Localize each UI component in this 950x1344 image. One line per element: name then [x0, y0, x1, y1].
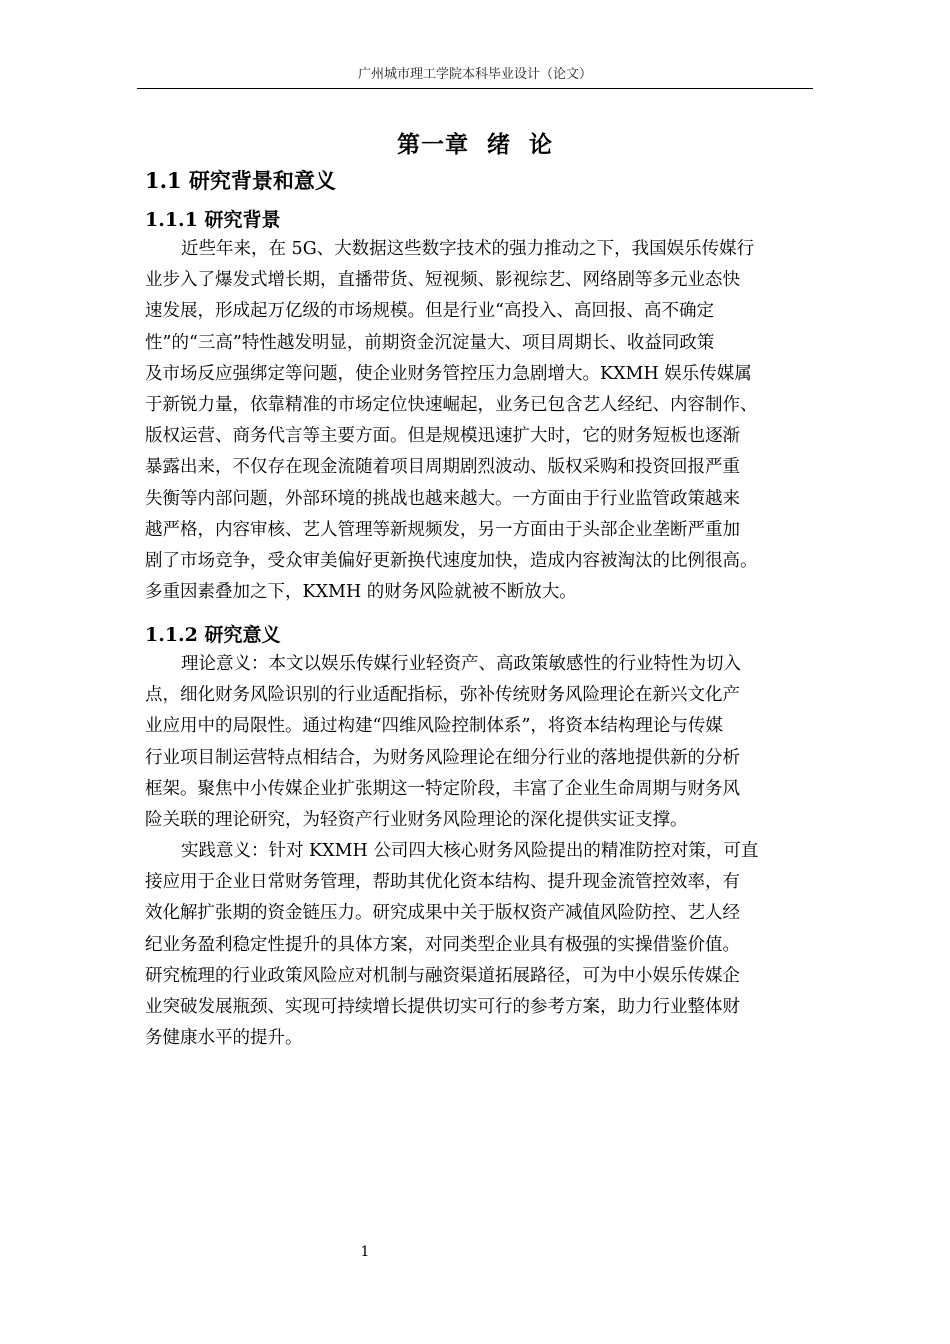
text-line: 失衡等内部问题，外部环境的挑战也越来越大。一方面由于行业监管政策越来 [145, 488, 740, 509]
text-line: 及市场反应强绑定等问题，使企业财务管控压力急剧增大。KXMH 娱乐传媒属 [145, 363, 752, 384]
text-line: 越严格，内容审核、艺人管理等新规频发，另一方面由于头部企业垄断严重加 [145, 519, 740, 540]
subsection-heading-background: 1.1.1 研究背景 [145, 209, 281, 231]
text-line: 业步入了爆发式增长期，直播带货、短视频、影视综艺、网络剧等多元业态快 [145, 270, 740, 291]
text-line: 速发展，形成起万亿级的市场规模。但是行业“高投入、高回报、高不确定 [145, 301, 714, 322]
paragraph-practice [145, 836, 813, 1054]
paragraph-background [145, 234, 813, 608]
text-line: 性”的“三高”特性越发明显，前期资金沉淀量大、项目周期长、收益同政策 [145, 332, 715, 353]
section-heading: 1.1 研究背景和意义 [145, 168, 336, 193]
chapter-title: 第一章 绪 论 [396, 131, 554, 158]
text-line: 纪业务盈利稳定性提升的具体方案，对同类型企业具有极强的实操借鉴价值。 [145, 934, 740, 955]
text-line: 暴露出来，不仅存在现金流随着项目周期剧烈波动、版权采购和投资回报严重 [145, 457, 740, 478]
text-line: 多重因素叠加之下，KXMH 的财务风险就被不断放大。 [145, 582, 577, 603]
text-line: 险关联的理论研究，为轻资产行业财务风险理论的深化提供实证支撑。 [145, 809, 688, 830]
text-line: 务健康水平的提升。 [145, 1028, 303, 1049]
text-line: 业应用中的局限性。通过构建“四维风险控制体系”，将资本结构理论与传媒 [145, 716, 723, 737]
text-line: 业突破发展瓶颈、实现可持续增长提供切实可行的参考方案，助力行业整体财 [145, 996, 740, 1017]
text-line: 研究梳理的行业政策风险应对机制与融资渠道拓展路径，可为中小娱乐传媒企 [145, 965, 740, 986]
text-line: 点，细化财务风险识别的行业适配指标，弥补传统财务风险理论在新兴文化产 [145, 685, 740, 706]
text-line: 接应用于企业日常财务管理，帮助其优化资本结构、提升现金流管控效率，有 [145, 872, 740, 893]
subsection-heading-significance: 1.1.2 研究意义 [145, 624, 281, 646]
text-line: 框架。聚焦中小传媒企业扩张期这一特定阶段，丰富了企业生命周期与财务风 [145, 778, 740, 799]
text-line: 效化解扩张期的资金链压力。研究成果中关于版权资产减值风险防控、艺人经 [145, 903, 740, 924]
text-line: 实践意义：针对 KXMH 公司四大核心财务风险提出的精准防控对策，可直 [181, 841, 759, 861]
text-line: 于新锐力量，依靠精准的市场定位快速崛起，业务已包含艺人经纪、内容制作、 [145, 394, 758, 415]
text-line: 行业项目制运营特点相结合，为财务风险理论在细分行业的落地提供新的分析 [145, 747, 740, 768]
page-number: 1 [360, 1244, 370, 1260]
paragraph-theory [145, 649, 813, 836]
text-line: 剧了市场竞争，受众审美偏好更新换代速度加快，造成内容被淘汰的比例很高。 [145, 550, 758, 571]
text-line: 理论意义：本文以娱乐传媒行业轻资产、高政策敏感性的行业特性为切入 [181, 654, 741, 674]
text-line: 版权运营、商务代言等主要方面。但是规模迅速扩大时，它的财务短板也逐渐 [145, 426, 740, 447]
page-header: 广州城市理工学院本科毕业设计（论文） [137, 66, 813, 89]
text-line: 近些年来，在 5G、大数据这些数字技术的强力推动之下，我国娱乐传媒行 [181, 239, 755, 259]
